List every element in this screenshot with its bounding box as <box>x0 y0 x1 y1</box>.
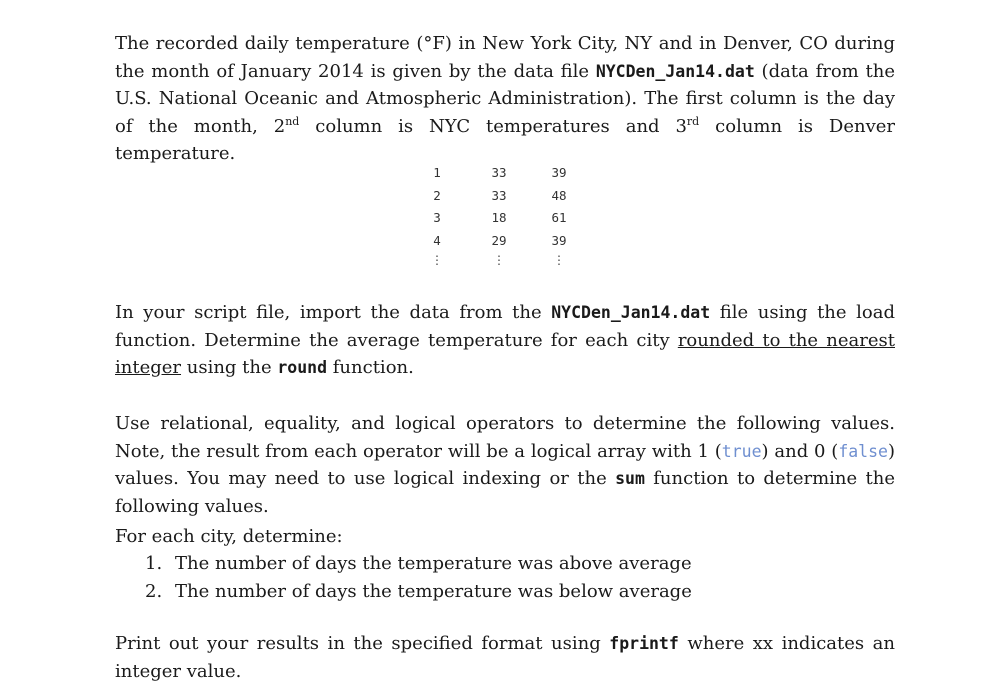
operators-paragraph <box>115 410 895 520</box>
text: where xx indicates an integer value. <box>115 633 895 682</box>
list-item <box>145 550 692 578</box>
underlined-text: rounded to the nearest integer <box>115 329 895 378</box>
false-literal: false <box>838 441 888 461</box>
text: Print out your results in the specified format using <box>115 633 610 654</box>
table-cell: 2 <box>433 187 441 203</box>
table-cell: 33 <box>491 165 507 180</box>
ellipsis: ⋮ <box>553 253 565 267</box>
text: column is NYC temperatures and 3 <box>299 115 687 137</box>
table-cell: 18 <box>491 210 507 225</box>
intro-paragraph <box>115 30 895 168</box>
list-number: 1. <box>145 553 163 574</box>
superscript: nd <box>285 114 300 128</box>
superscript: rd <box>686 114 700 128</box>
text: using the <box>181 357 278 378</box>
text: ) and 0 ( <box>761 440 839 462</box>
list-text: The number of days the temperature was below average <box>175 580 692 602</box>
table-cell: 29 <box>491 232 507 248</box>
text: The recorded daily temperature (°F) in New York City, NY and in Denver, CO during the month of January 2014 is given by the data file <box>115 33 895 82</box>
function-name: round <box>277 358 328 377</box>
text: ) values. You may need to use logical indexing or the <box>115 440 896 489</box>
filename: NYCDen_Jan14.dat <box>551 303 711 322</box>
text: Use relational, equality, and logical operators to determine the following values. Note, the result from each operator will be a logical array with 1 ( <box>115 413 895 462</box>
text: file using the load function. Determine the average temperature for each city <box>115 302 895 351</box>
function-name: fprintf <box>609 634 679 653</box>
true-literal: true <box>721 441 762 461</box>
ellipsis: ⋮ <box>431 253 443 267</box>
table-cell: 3 <box>433 210 441 225</box>
text: column is Denver temperature. <box>115 115 895 164</box>
print-paragraph <box>115 630 895 685</box>
table-cell: 48 <box>551 187 567 203</box>
determine-intro: For each city, determine: <box>115 526 343 547</box>
table-cell: 39 <box>551 232 567 248</box>
text: function to determine the following values. <box>115 468 895 517</box>
text: In your script file, import the data from the <box>115 302 552 323</box>
table-cell: 33 <box>491 187 507 203</box>
list-item <box>145 578 692 606</box>
table-cell: 1 <box>433 165 441 180</box>
table-cell: 39 <box>551 165 567 180</box>
table-cell: 4 <box>433 232 441 248</box>
table-cell: 61 <box>551 210 567 225</box>
list-number: 2. <box>145 580 163 602</box>
list-text: The number of days the temperature was above average <box>175 553 692 574</box>
function-name: sum <box>615 469 645 488</box>
text: function. <box>327 357 414 378</box>
load-paragraph <box>115 299 895 382</box>
ellipsis: ⋮ <box>493 253 505 267</box>
filename: NYCDen_Jan14.dat <box>595 61 755 81</box>
task-list <box>145 550 692 605</box>
text: (data from the U.S. National Oceanic and Atmospheric Administration). The first column is the day of the month, 2 <box>115 60 895 137</box>
